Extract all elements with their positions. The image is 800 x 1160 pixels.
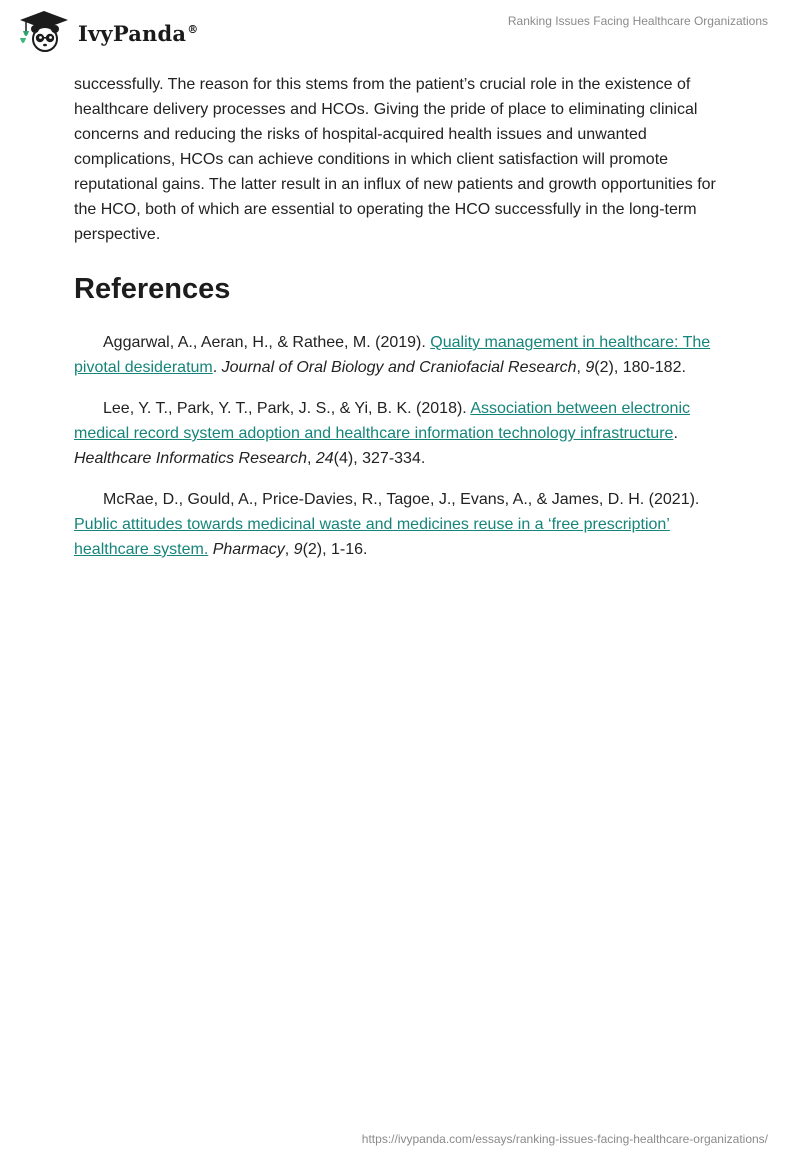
reference-link[interactable]: Quality management in healthcare: The pivotal desideratum <box>74 334 711 376</box>
reference-item <box>74 396 726 471</box>
ivypanda-logo[interactable] <box>14 8 198 54</box>
reference-pages: (2), 180-182. <box>594 359 686 376</box>
footer-url[interactable]: https://ivypanda.com/essays/ranking-issues-facing-healthcare-organizations/ <box>361 1132 768 1146</box>
body-paragraph: successfully. The reason for this stems from the patient’s crucial role in the existence of healthcare delivery processes and HCOs. Giving the pride of place to eliminating clinical concerns and reducing the risks of hospital-acquired health issues and unwanted complications, HCOs can achieve conditions in which client satisfaction will promote reputational gains. The latter result in an influx of new patients and growth opportunities for the HCO, both of which are essential to operating the HCO successfully in the long-term perspective. <box>74 76 716 243</box>
reference-volume: 9 <box>585 359 595 376</box>
reference-separator: , <box>306 450 316 467</box>
reference-punctuation: . <box>212 359 222 376</box>
reference-pages: (4), 327-334. <box>333 450 426 467</box>
page-header <box>0 0 800 70</box>
reference-link[interactable]: Public attitudes towards medicinal waste and medicines reuse in a ‘free prescription’ healthcare system. <box>74 516 670 558</box>
registered-mark: ® <box>187 22 199 36</box>
references-heading: References <box>74 273 231 305</box>
reference-pages: (2), 1-16. <box>302 541 368 558</box>
panda-graduate-icon <box>14 8 74 54</box>
reference-separator: , <box>284 541 294 558</box>
reference-journal: Pharmacy <box>212 541 285 558</box>
reference-item <box>74 330 726 380</box>
reference-volume: 24 <box>315 450 334 467</box>
logo-text: IvyPanda <box>78 20 187 46</box>
reference-punctuation: . <box>673 425 678 442</box>
reference-separator: , <box>576 359 586 376</box>
reference-volume: 9 <box>293 541 303 558</box>
reference-link[interactable]: Association between electronic medical record system adoption and healthcare information technology infrastructure <box>74 400 690 442</box>
logo-wordmark <box>78 21 198 46</box>
document-body <box>74 72 726 578</box>
reference-authors: Lee, Y. T., Park, Y. T., Park, J. S., & Yi, B. K. (2018). <box>103 400 471 417</box>
document-title: Ranking Issues Facing Healthcare Organizations <box>507 14 768 28</box>
reference-authors: Aggarwal, A., Aeran, H., & Rathee, M. (2019). <box>103 334 431 351</box>
reference-journal: Healthcare Informatics Research <box>74 450 307 467</box>
reference-item <box>74 487 726 562</box>
reference-journal: Journal of Oral Biology and Craniofacial Research <box>221 359 577 376</box>
reference-authors: McRae, D., Gould, A., Price-Davies, R., Tagoe, J., Evans, A., & James, D. H. (2021). <box>103 491 700 508</box>
